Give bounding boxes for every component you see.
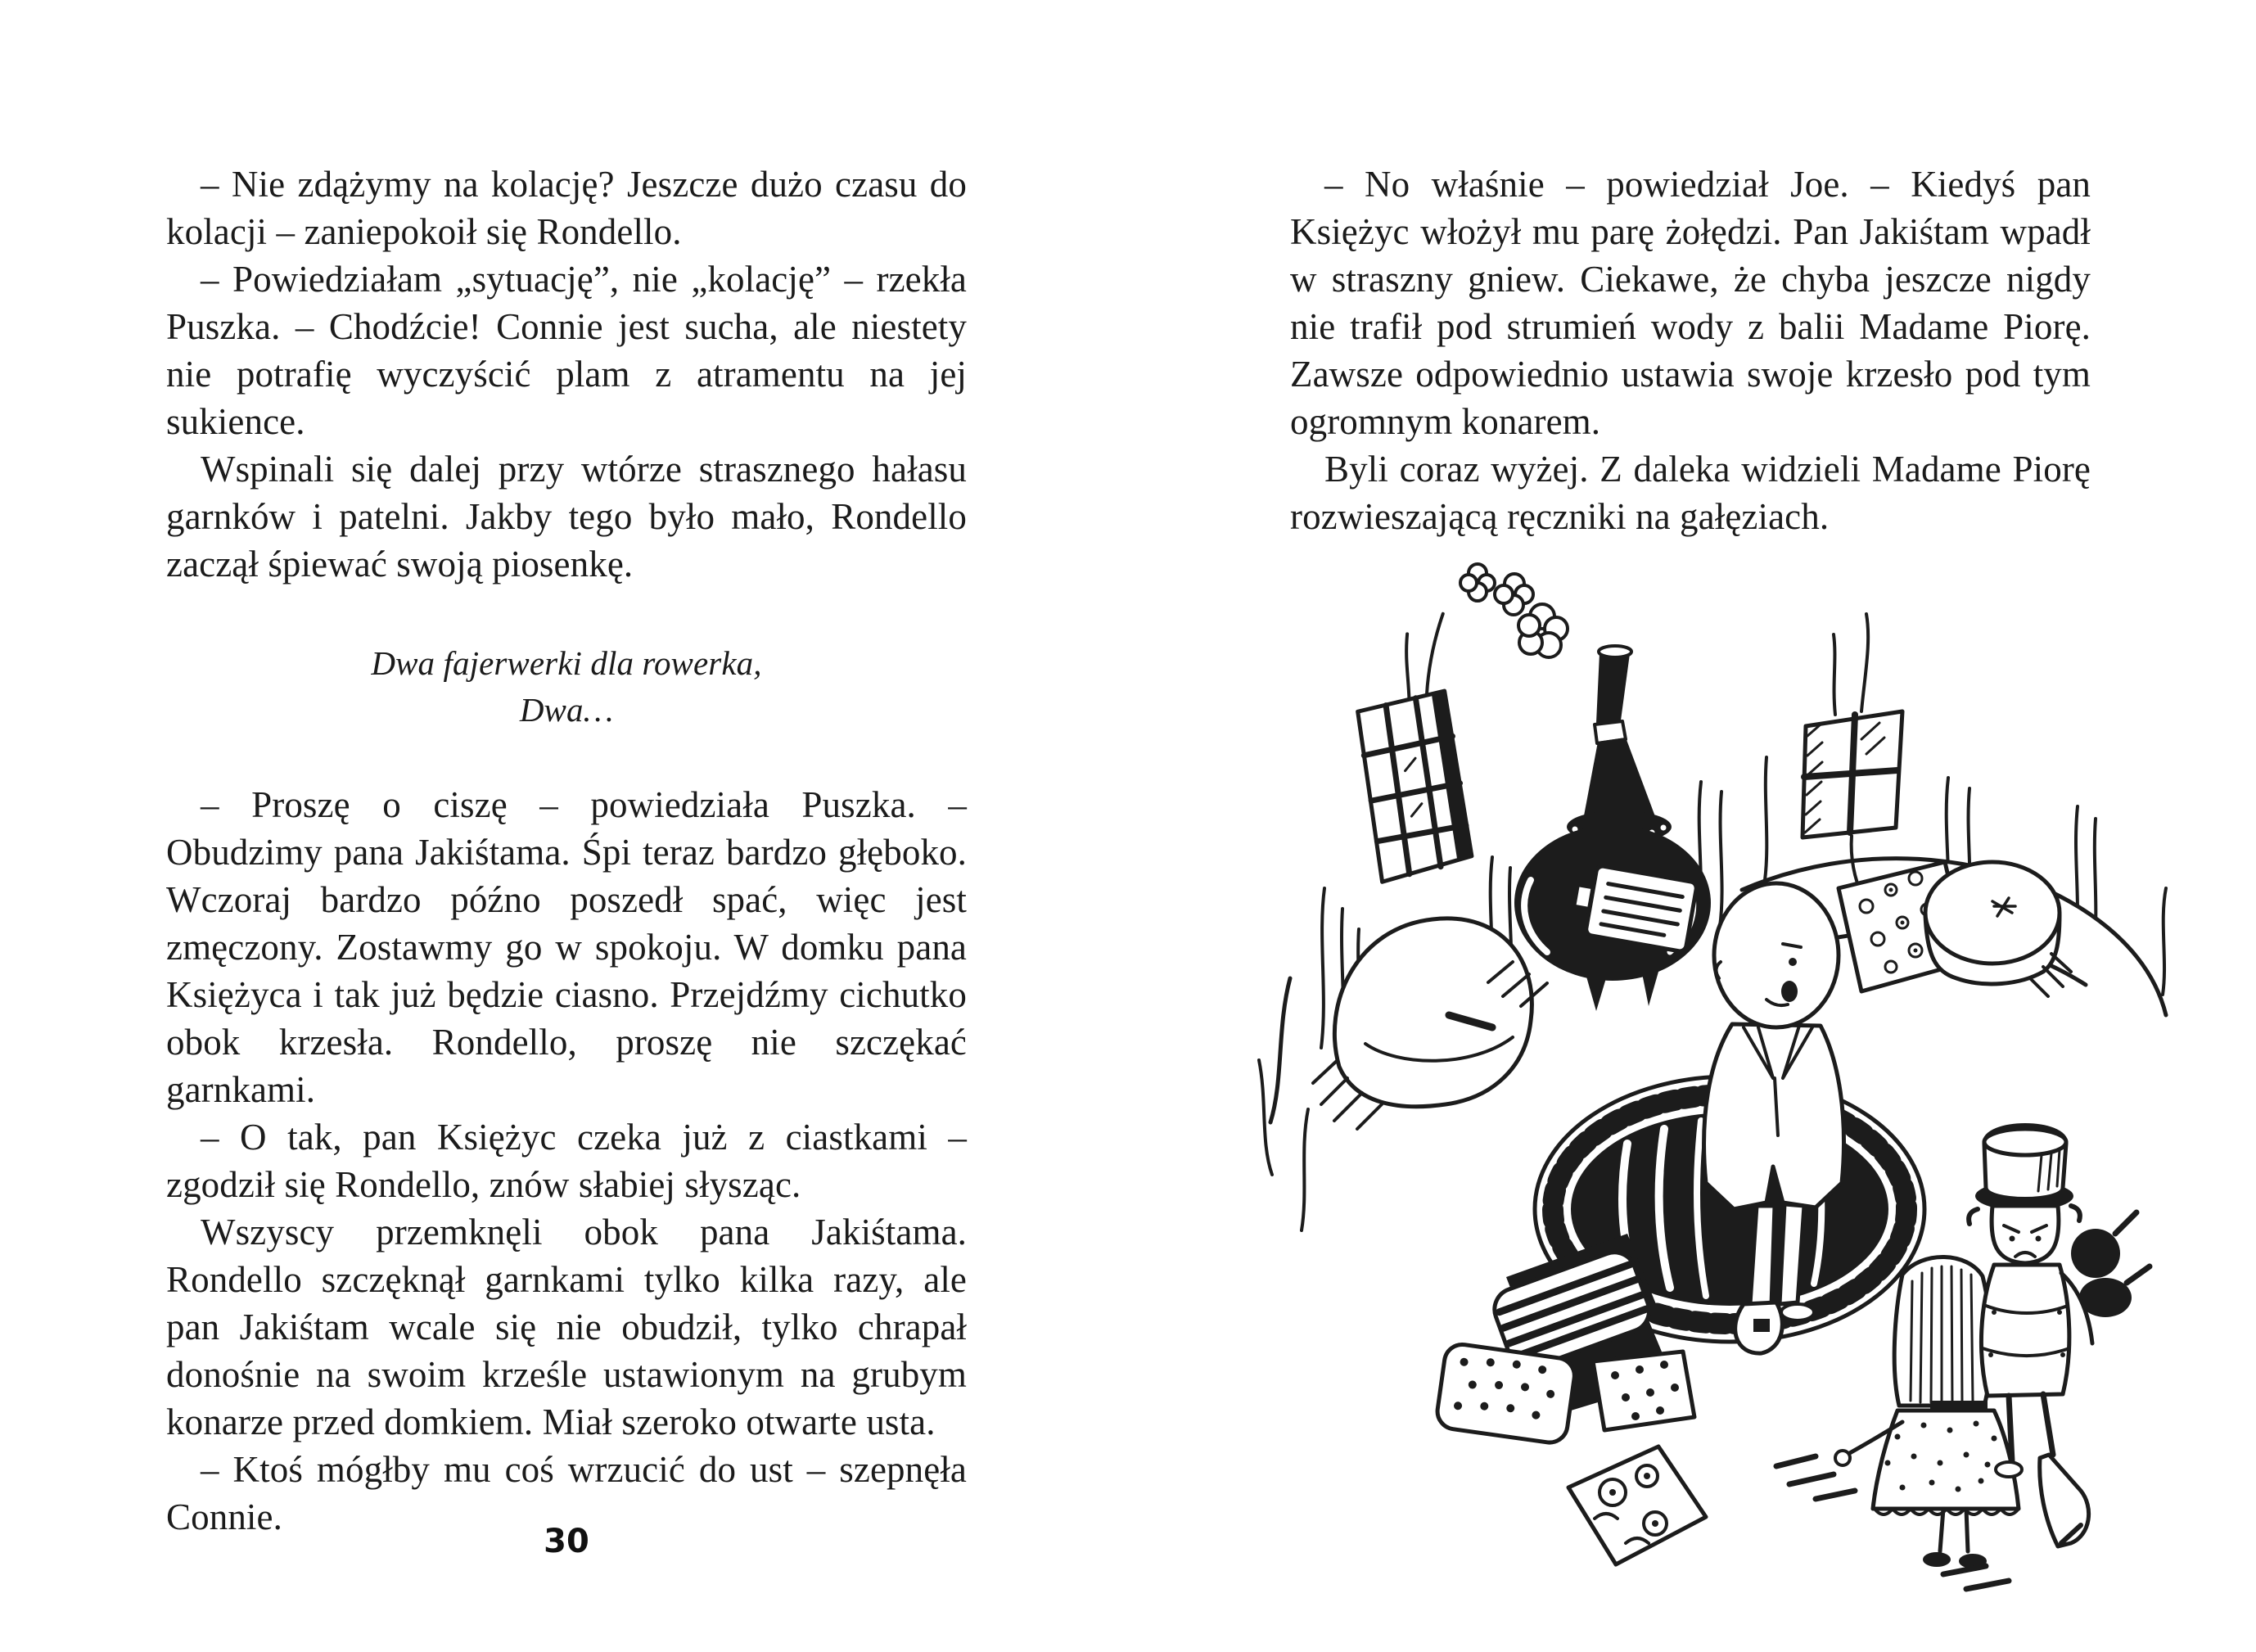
body-paragraph: – Ktoś mógłby mu coś wrzucić do ust – szepnęła Connie.: [166, 1449, 967, 1537]
polka-dot-pillow: [1435, 1343, 1577, 1445]
verse: [166, 640, 967, 733]
body-paragraph: Wspinali się dalej przy wtórze strasznego hałasu garnków i patelni. Jakby tego było mało, Rondello zaczął śpiewać swoją piosenkę.: [166, 449, 967, 585]
body-paragraph: – O tak, pan Księżyc czeka już z ciastkami – zgodził się Rondello, znów słabiej słysząc.: [166, 1117, 967, 1205]
plaid-towel-left-icon: [1348, 613, 1473, 882]
body-paragraph: Wszyscy przemknęli obok pana Jakiśtama. Rondello szczęknął garnkami tylko kilka razy, ale pan Jakiśtam wcale się nie obudził, tylko chrapał donośnie na swoim krześle ustawionym na grubym konarze przed domkiem. Miał szeroko otwarte usta.: [166, 1212, 967, 1442]
verse-line: Dwa fajerwerki dla rowerka,: [371, 644, 762, 682]
page-number: 30: [544, 1523, 589, 1560]
body-paragraph: Byli coraz wyżej. Z daleka widzieli Madame Piorę rozwieszającą ręczniki na gałęziach.: [1290, 449, 2091, 537]
smoke-puffs-icon: [1460, 564, 1568, 657]
polka-dot-pillow-2: [1593, 1352, 1694, 1430]
verse-line: Dwa…: [519, 691, 614, 729]
armchair: [1313, 919, 1532, 1129]
tree-bark: [1259, 978, 1308, 1230]
right-page: [1290, 160, 2091, 540]
plaid-towel-right-icon: [1803, 614, 1902, 898]
body-paragraph: – No właśnie – powiedział Joe. – Kiedyś pan Księżyc włożył mu parę żołędzi. Pan Jakiśtam wpadł w straszny gniew. Ciekawe, że chyba jeszcze nigdy nie trafił pod strumień wody z balii Madame Piorę. Zawsze odpowiednio ustawia swoje krzesło pod tym ogromnym konarem.: [1290, 164, 2091, 442]
body-paragraph: – Powiedziałam „sytuację”, nie „kolację” – rzekła Puszka. – Chodźcie! Connie jest sucha, ale niestety nie potrafię wyczyścić plam z atramentu na jej sukience.: [166, 259, 967, 442]
floral-pillow: [1568, 1447, 1706, 1564]
body-paragraph: – Proszę o ciszę – powiedziała Puszka. – Obudzimy pana Jakiśtama. Śpi teraz bardzo głęboko. Wczoraj bardzo późno poszedł spać, więc jest zmęczony. Zostawmy go w spokoju. W domku pana Księżyca i tak już będzie ciasno. Przejdźmy cichutko obok krzesła. Rondello, proszę nie szczękać garnkami.: [166, 784, 967, 1110]
left-page: [166, 160, 967, 1541]
story-illustration: [1241, 536, 2177, 1600]
body-paragraph: – Nie zdążymy na kolację? Jeszcze dużo czasu do kolacji – zaniepokoił się Rondello.: [166, 164, 967, 252]
